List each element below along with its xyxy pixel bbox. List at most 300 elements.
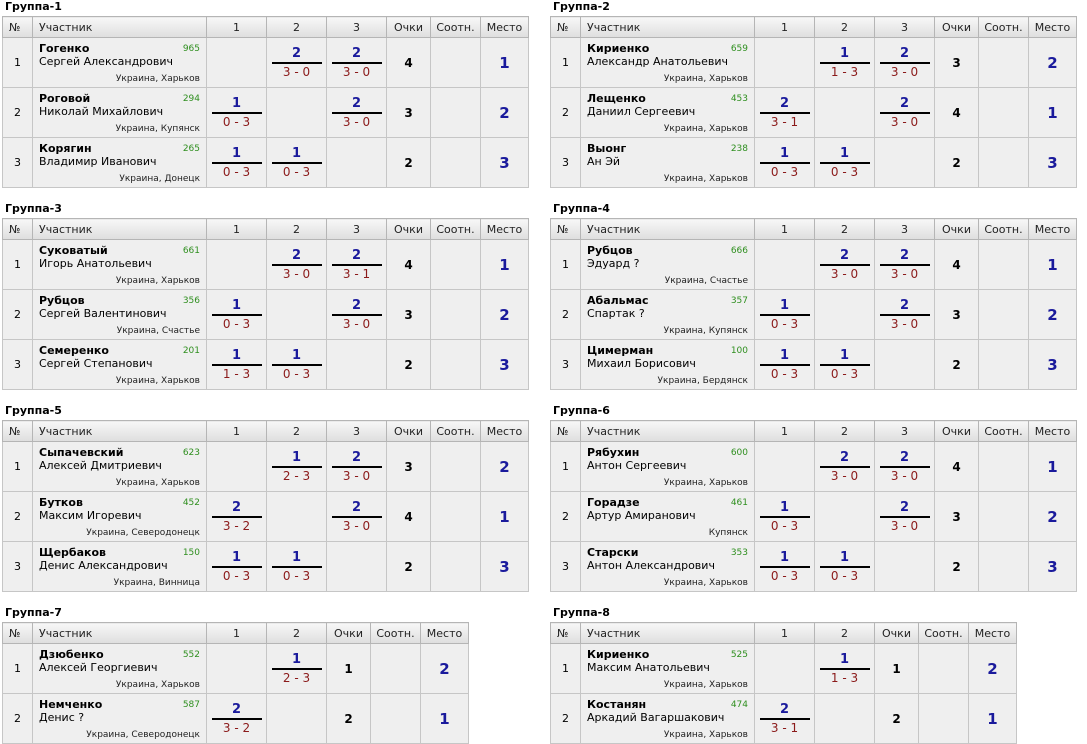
player-cell — [33, 290, 207, 340]
player-firstname: Сергей Александрович — [39, 55, 174, 68]
row-number: 1 — [551, 240, 581, 290]
player-rating: 552 — [182, 650, 200, 660]
player-surname[interactable]: Выонг — [587, 142, 627, 155]
player-cell — [33, 442, 207, 492]
player-cell — [581, 340, 755, 390]
match-result-cell[interactable] — [327, 442, 387, 492]
header-opponent-1: 1 — [755, 17, 815, 38]
self-match-cell — [207, 38, 267, 88]
match-score: 0 - 3 — [770, 569, 799, 583]
table-row — [551, 492, 1077, 542]
match-score: 3 - 0 — [890, 519, 919, 533]
match-points: 2 — [351, 450, 362, 465]
total-points: 4 — [935, 442, 979, 492]
match-result-cell[interactable] — [875, 492, 935, 542]
match-points: 2 — [351, 46, 362, 61]
match-score: 3 - 0 — [890, 317, 919, 331]
player-cell — [581, 38, 755, 88]
match-score: 3 - 1 — [770, 115, 799, 129]
match-result-cell[interactable] — [875, 240, 935, 290]
player-cell — [581, 694, 755, 744]
match-result-cell[interactable] — [267, 38, 327, 88]
player-location: Украина, Харьков — [663, 74, 748, 84]
match-result-cell[interactable] — [267, 644, 327, 694]
place-cell: 2 — [969, 644, 1017, 694]
player-surname[interactable]: Рябухин — [587, 446, 640, 459]
group-title: Группа-8 — [553, 606, 610, 619]
match-points: 1 — [779, 146, 790, 161]
result-divider — [272, 668, 322, 670]
player-rating: 294 — [182, 94, 200, 104]
match-result-cell[interactable] — [327, 38, 387, 88]
player-surname[interactable]: Суковатый — [39, 244, 108, 257]
player-rating: 600 — [730, 448, 748, 458]
place-cell: 2 — [421, 644, 469, 694]
match-result-cell[interactable] — [327, 88, 387, 138]
self-match-cell — [207, 644, 267, 694]
player-surname[interactable]: Дзюбенко — [39, 648, 104, 661]
player-cell — [33, 340, 207, 390]
header-place: Место — [1029, 17, 1077, 38]
player-rating: 525 — [730, 650, 748, 660]
total-points: 3 — [935, 290, 979, 340]
player-rating: 356 — [182, 296, 200, 306]
player-surname[interactable]: Рубцов — [587, 244, 633, 257]
match-result-cell[interactable] — [755, 694, 815, 744]
player-location: Украина, Харьков — [115, 276, 200, 286]
player-surname[interactable]: Семеренко — [39, 344, 109, 357]
match-points: 1 — [231, 550, 242, 565]
header-player: Участник — [581, 421, 755, 442]
player-rating: 201 — [182, 346, 200, 356]
player-surname[interactable]: Лещенко — [587, 92, 646, 105]
result-divider — [212, 112, 262, 114]
match-result-cell[interactable] — [207, 290, 267, 340]
player-surname[interactable]: Щербаков — [39, 546, 107, 559]
match-score: 0 - 3 — [222, 115, 251, 129]
result-divider — [212, 364, 262, 366]
row-number: 1 — [551, 38, 581, 88]
match-score: 0 - 3 — [282, 165, 311, 179]
total-points: 2 — [387, 138, 431, 188]
match-score: 3 - 0 — [342, 519, 371, 533]
result-divider — [212, 566, 262, 568]
group-title: Группа-3 — [5, 202, 62, 215]
total-points: 4 — [935, 88, 979, 138]
self-match-cell — [875, 542, 935, 592]
match-points: 1 — [779, 348, 790, 363]
group-title: Группа-4 — [553, 202, 610, 215]
match-points: 1 — [291, 146, 302, 161]
match-points: 1 — [839, 348, 850, 363]
player-firstname: Аркадий Вагаршакович — [587, 711, 725, 724]
ratio-cell — [979, 290, 1029, 340]
match-points: 2 — [899, 96, 910, 111]
result-divider — [820, 162, 870, 164]
group-8 — [550, 606, 1017, 744]
player-rating: 265 — [182, 144, 200, 154]
table-row — [3, 492, 529, 542]
match-points: 1 — [291, 348, 302, 363]
self-match-cell — [815, 88, 875, 138]
ratio-cell — [371, 644, 421, 694]
match-points: 1 — [231, 146, 242, 161]
player-surname[interactable]: Старски — [587, 546, 639, 559]
place-cell: 1 — [969, 694, 1017, 744]
player-cell — [33, 240, 207, 290]
total-points: 3 — [387, 442, 431, 492]
total-points: 3 — [935, 492, 979, 542]
match-result-cell[interactable] — [815, 38, 875, 88]
header-place: Место — [1029, 421, 1077, 442]
match-points: 2 — [899, 500, 910, 515]
group-table — [2, 622, 469, 744]
match-score: 0 - 3 — [222, 165, 251, 179]
header-opponent-2: 2 — [267, 17, 327, 38]
place-cell: 1 — [481, 492, 529, 542]
header-opponent-2: 2 — [815, 17, 875, 38]
player-surname[interactable]: Корягин — [39, 142, 92, 155]
header-num: № — [3, 623, 33, 644]
player-rating: 452 — [182, 498, 200, 508]
player-surname[interactable]: Немченко — [39, 698, 103, 711]
player-firstname: Антон Александрович — [587, 559, 715, 572]
header-row — [551, 623, 1017, 644]
total-points: 2 — [387, 340, 431, 390]
result-divider — [820, 62, 870, 64]
place-cell: 3 — [481, 542, 529, 592]
result-divider — [272, 62, 322, 64]
header-ratio: Соотн. — [919, 623, 969, 644]
group-title: Группа-7 — [5, 606, 62, 619]
match-result-cell[interactable] — [327, 492, 387, 542]
player-rating: 100 — [730, 346, 748, 356]
total-points: 4 — [387, 38, 431, 88]
result-divider — [332, 314, 382, 316]
match-result-cell[interactable] — [327, 240, 387, 290]
player-rating: 357 — [730, 296, 748, 306]
ratio-cell — [979, 442, 1029, 492]
match-score: 0 - 3 — [770, 165, 799, 179]
ratio-cell — [371, 694, 421, 744]
result-divider — [820, 264, 870, 266]
header-opponent-1: 1 — [207, 421, 267, 442]
player-location: Украина, Харьков — [663, 730, 748, 740]
match-result-cell[interactable] — [875, 442, 935, 492]
header-num: № — [551, 219, 581, 240]
table-row — [551, 38, 1077, 88]
player-firstname: Спартак ? — [587, 307, 645, 320]
player-firstname: Алексей Георгиевич — [39, 661, 158, 674]
match-result-cell[interactable] — [755, 138, 815, 188]
match-points: 2 — [899, 298, 910, 313]
match-score: 0 - 3 — [770, 317, 799, 331]
player-firstname: Сергей Степанович — [39, 357, 153, 370]
match-points: 2 — [351, 298, 362, 313]
match-result-cell[interactable] — [267, 340, 327, 390]
player-surname[interactable]: Бутков — [39, 496, 83, 509]
match-score: 3 - 2 — [222, 519, 251, 533]
player-location: Украина, Бердянск — [657, 376, 748, 386]
result-divider — [760, 364, 810, 366]
header-place: Место — [481, 219, 529, 240]
header-player: Участник — [33, 421, 207, 442]
match-points: 2 — [351, 96, 362, 111]
player-cell — [581, 290, 755, 340]
player-surname[interactable]: Костанян — [587, 698, 647, 711]
player-surname[interactable]: Рубцов — [39, 294, 85, 307]
match-points: 1 — [291, 450, 302, 465]
group-5 — [2, 404, 529, 592]
player-surname[interactable]: Гогенко — [39, 42, 90, 55]
player-cell — [581, 542, 755, 592]
match-result-cell[interactable] — [815, 644, 875, 694]
match-result-cell[interactable] — [207, 694, 267, 744]
ratio-cell — [979, 138, 1029, 188]
place-cell: 3 — [481, 340, 529, 390]
match-score: 0 - 3 — [830, 367, 859, 381]
player-location: Украина, Харьков — [663, 174, 748, 184]
result-divider — [820, 466, 870, 468]
match-points: 2 — [899, 46, 910, 61]
player-surname[interactable]: Цимерман — [587, 344, 654, 357]
match-result-cell[interactable] — [327, 290, 387, 340]
group-title: Группа-5 — [5, 404, 62, 417]
match-result-cell[interactable] — [875, 290, 935, 340]
match-result-cell[interactable] — [815, 340, 875, 390]
header-ratio: Соотн. — [431, 219, 481, 240]
place-cell: 3 — [481, 138, 529, 188]
match-result-cell[interactable] — [207, 88, 267, 138]
match-score: 3 - 0 — [342, 65, 371, 79]
self-match-cell — [207, 442, 267, 492]
table-row — [551, 644, 1017, 694]
ratio-cell — [431, 492, 481, 542]
player-rating: 666 — [730, 246, 748, 256]
match-result-cell[interactable] — [267, 442, 327, 492]
row-number: 3 — [551, 340, 581, 390]
match-result-cell[interactable] — [207, 542, 267, 592]
header-opponent-3: 3 — [327, 421, 387, 442]
header-row — [551, 17, 1077, 38]
header-place: Место — [481, 17, 529, 38]
header-place: Место — [481, 421, 529, 442]
header-points: Очки — [387, 421, 431, 442]
header-ratio: Соотн. — [431, 421, 481, 442]
match-points: 2 — [839, 248, 850, 263]
place-cell: 3 — [1029, 542, 1077, 592]
match-points: 2 — [231, 500, 242, 515]
match-result-cell[interactable] — [875, 88, 935, 138]
match-points: 1 — [839, 146, 850, 161]
header-player: Участник — [581, 623, 755, 644]
row-number: 1 — [551, 442, 581, 492]
match-result-cell[interactable] — [207, 138, 267, 188]
total-points: 4 — [387, 492, 431, 542]
match-score: 3 - 0 — [342, 115, 371, 129]
result-divider — [880, 466, 930, 468]
header-points: Очки — [935, 219, 979, 240]
group-2 — [550, 0, 1077, 188]
player-surname[interactable]: Сыпачевский — [39, 446, 124, 459]
header-opponent-1: 1 — [755, 421, 815, 442]
match-result-cell[interactable] — [755, 88, 815, 138]
player-rating: 453 — [730, 94, 748, 104]
self-match-cell — [327, 340, 387, 390]
group-3 — [2, 202, 529, 390]
ratio-cell — [979, 88, 1029, 138]
place-cell: 2 — [481, 442, 529, 492]
row-number: 2 — [3, 492, 33, 542]
player-firstname: Эдуард ? — [587, 257, 640, 270]
place-cell: 1 — [481, 38, 529, 88]
match-result-cell[interactable] — [755, 542, 815, 592]
self-match-cell — [755, 644, 815, 694]
match-points: 1 — [291, 652, 302, 667]
row-number: 3 — [551, 138, 581, 188]
match-score: 2 - 3 — [282, 671, 311, 685]
match-score: 3 - 0 — [890, 469, 919, 483]
player-surname[interactable]: Роговой — [39, 92, 91, 105]
header-opponent-2: 2 — [815, 219, 875, 240]
row-number: 1 — [3, 644, 33, 694]
player-surname[interactable]: Абальмас — [587, 294, 649, 307]
player-firstname: Ан Эй — [587, 155, 621, 168]
header-ratio: Соотн. — [431, 17, 481, 38]
match-result-cell[interactable] — [815, 542, 875, 592]
header-row — [551, 219, 1077, 240]
match-result-cell[interactable] — [815, 442, 875, 492]
table-row — [3, 694, 469, 744]
match-result-cell[interactable] — [815, 240, 875, 290]
group-table — [550, 16, 1077, 188]
match-score: 3 - 0 — [342, 469, 371, 483]
player-firstname: Михаил Борисович — [587, 357, 696, 370]
self-match-cell — [267, 290, 327, 340]
ratio-cell — [431, 442, 481, 492]
header-num: № — [551, 17, 581, 38]
match-result-cell[interactable] — [207, 492, 267, 542]
place-cell: 3 — [1029, 138, 1077, 188]
result-divider — [272, 364, 322, 366]
match-score: 1 - 3 — [830, 671, 859, 685]
group-6 — [550, 404, 1077, 592]
header-points: Очки — [387, 17, 431, 38]
header-opponent-1: 1 — [755, 623, 815, 644]
player-firstname: Александр Анатольевич — [587, 55, 729, 68]
match-result-cell[interactable] — [755, 340, 815, 390]
total-points: 3 — [935, 38, 979, 88]
total-points: 4 — [935, 240, 979, 290]
player-cell — [581, 138, 755, 188]
table-row — [3, 340, 529, 390]
row-number: 3 — [3, 542, 33, 592]
self-match-cell — [815, 290, 875, 340]
result-divider — [272, 466, 322, 468]
table-row — [3, 290, 529, 340]
table-row — [551, 542, 1077, 592]
total-points: 1 — [327, 644, 371, 694]
table-row — [551, 138, 1077, 188]
player-surname[interactable]: Кириенко — [587, 42, 650, 55]
result-divider — [880, 112, 930, 114]
match-score: 3 - 0 — [890, 267, 919, 281]
result-divider — [212, 314, 262, 316]
match-points: 2 — [899, 248, 910, 263]
match-score: 1 - 3 — [830, 65, 859, 79]
match-points: 1 — [779, 550, 790, 565]
match-result-cell[interactable] — [815, 138, 875, 188]
self-match-cell — [327, 542, 387, 592]
player-cell — [33, 88, 207, 138]
header-player: Участник — [33, 623, 207, 644]
ratio-cell — [919, 644, 969, 694]
header-place: Место — [1029, 219, 1077, 240]
match-result-cell[interactable] — [875, 38, 935, 88]
match-result-cell[interactable] — [755, 290, 815, 340]
header-opponent-3: 3 — [875, 17, 935, 38]
match-score: 3 - 1 — [770, 721, 799, 735]
match-points: 1 — [231, 298, 242, 313]
match-result-cell[interactable] — [267, 138, 327, 188]
table-row — [3, 542, 529, 592]
player-rating: 150 — [182, 548, 200, 558]
result-divider — [212, 162, 262, 164]
header-opponent-2: 2 — [815, 623, 875, 644]
row-number: 1 — [3, 240, 33, 290]
player-surname[interactable]: Горадзе — [587, 496, 640, 509]
player-rating: 461 — [730, 498, 748, 508]
self-match-cell — [875, 138, 935, 188]
player-cell — [581, 644, 755, 694]
player-surname[interactable]: Кириенко — [587, 648, 650, 661]
row-number: 3 — [3, 340, 33, 390]
player-firstname: Игорь Анатольевич — [39, 257, 152, 270]
player-rating: 623 — [182, 448, 200, 458]
group-4 — [550, 202, 1077, 390]
player-cell — [33, 542, 207, 592]
match-result-cell[interactable] — [267, 240, 327, 290]
player-location: Украина, Счастье — [116, 326, 200, 336]
self-match-cell — [207, 240, 267, 290]
match-result-cell[interactable] — [755, 492, 815, 542]
total-points: 3 — [387, 290, 431, 340]
table-row — [551, 694, 1017, 744]
header-player: Участник — [581, 219, 755, 240]
player-firstname: Денис Александрович — [39, 559, 168, 572]
ratio-cell — [431, 542, 481, 592]
ratio-cell — [431, 240, 481, 290]
result-divider — [760, 516, 810, 518]
match-result-cell[interactable] — [207, 340, 267, 390]
header-opponent-3: 3 — [327, 219, 387, 240]
group-table — [2, 16, 529, 188]
self-match-cell — [327, 138, 387, 188]
result-divider — [272, 566, 322, 568]
header-row — [551, 421, 1077, 442]
match-score: 2 - 3 — [282, 469, 311, 483]
result-divider — [212, 718, 262, 720]
table-row — [3, 644, 469, 694]
header-row — [3, 623, 469, 644]
total-points: 2 — [387, 542, 431, 592]
player-location: Украина, Харьков — [115, 680, 200, 690]
match-result-cell[interactable] — [267, 542, 327, 592]
player-location: Украина, Харьков — [663, 578, 748, 588]
player-cell — [33, 694, 207, 744]
player-location: Купянск — [708, 528, 748, 538]
player-location: Украина, Винница — [113, 578, 200, 588]
